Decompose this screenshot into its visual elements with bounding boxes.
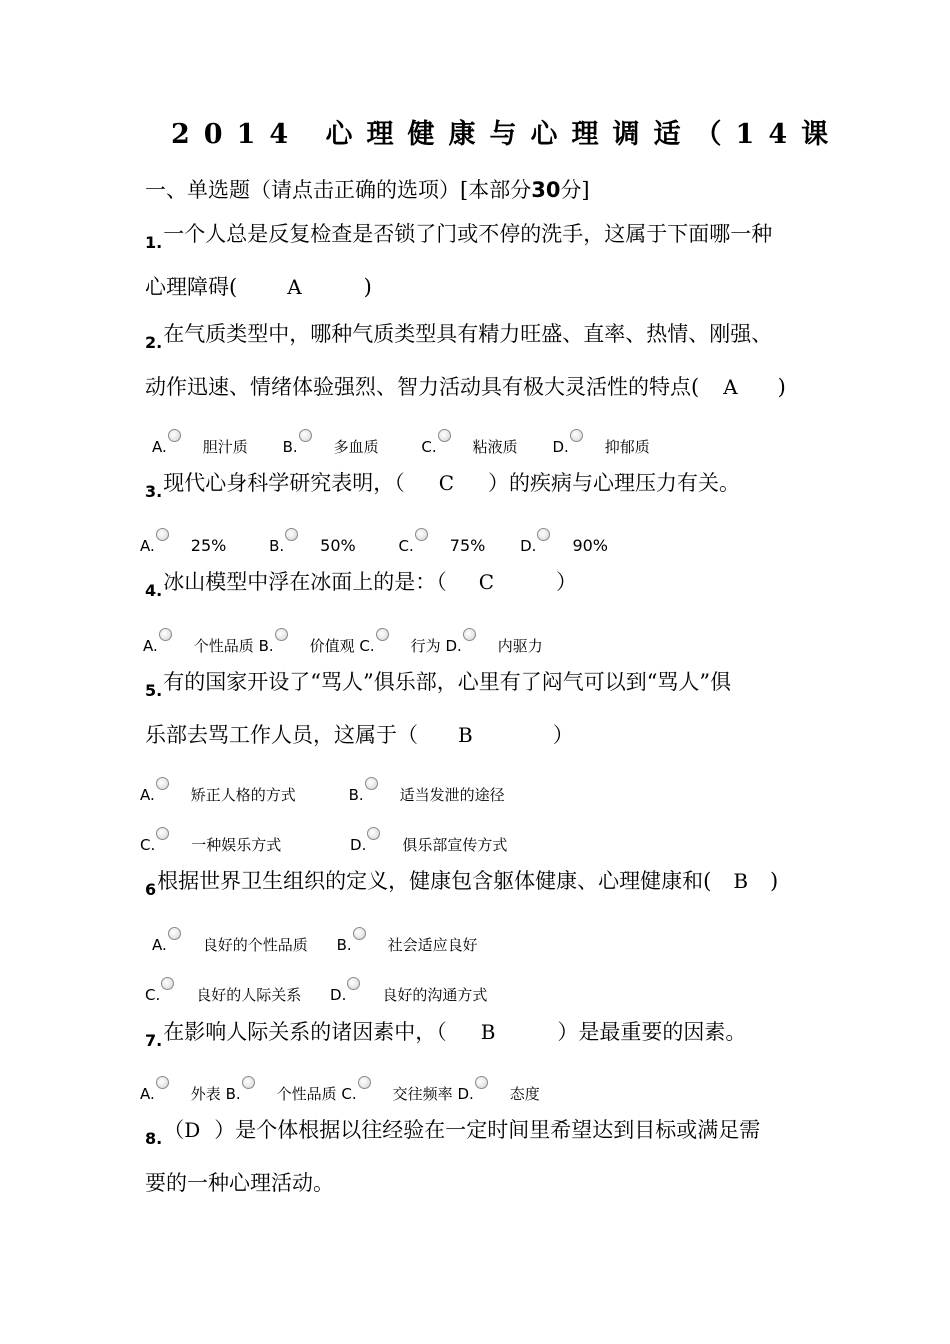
question-4-line1: $_{4.}$冰山模型中浮在冰面上的是：（ C ） (145, 570, 578, 600)
option-3a[interactable]: A. 25% (140, 537, 226, 555)
option-7a[interactable]: A. 外表 (140, 1085, 221, 1103)
option-6b[interactable]: B. 社会适应良好 (337, 936, 478, 954)
answer-1: A (287, 275, 302, 299)
question-5-options-row2 (140, 834, 507, 855)
option-2c[interactable]: C. 粘液质 (421, 438, 517, 456)
option-3d[interactable]: D. 90% (520, 537, 608, 555)
question-7-line1: $_{7.}$在影响人际关系的诸因素中，（ B ）是最重要的因素。 (145, 1020, 747, 1050)
radio-icon[interactable] (358, 1076, 371, 1089)
question-6-line1: $_6$根据世界卫生组织的定义，健康包含躯体健康、心理健康和( B ) (145, 869, 779, 899)
option-7d[interactable]: D. 态度 (457, 1085, 539, 1103)
question-8-line2: 要的一种心理活动。 (145, 1171, 334, 1195)
question-2-line1: $_{2.}$在气质类型中，哪种气质类型具有精力旺盛、直率、热情、刚强、 (145, 322, 773, 352)
radio-icon[interactable] (156, 528, 169, 541)
option-2a[interactable]: A. 胆汁质 (152, 438, 248, 456)
radio-icon[interactable] (156, 827, 169, 840)
radio-icon[interactable] (242, 1076, 255, 1089)
radio-icon[interactable] (285, 528, 298, 541)
option-6d[interactable]: D. 良好的沟通方式 (330, 986, 487, 1004)
radio-icon[interactable] (347, 977, 360, 990)
page-title: 2014 心理健康与心理调适（14课 (171, 119, 843, 150)
option-3b[interactable]: B. 50% (269, 537, 356, 555)
option-7b[interactable]: B. 个性品质 (226, 1085, 337, 1103)
question-7-options (140, 1083, 540, 1104)
radio-icon[interactable] (161, 977, 174, 990)
question-8-line1: $_{8.}$（D ）是个体根据以往经验在一定时间里希望达到目标或满足需 (145, 1118, 761, 1148)
answer-2: A (723, 375, 738, 399)
radio-icon[interactable] (156, 1076, 169, 1089)
question-4-options (143, 635, 543, 656)
radio-icon[interactable] (415, 528, 428, 541)
question-3-options (140, 536, 608, 555)
radio-icon[interactable] (367, 827, 380, 840)
radio-icon[interactable] (438, 429, 451, 442)
option-3c[interactable]: C. 75% (399, 537, 486, 555)
option-6a[interactable]: A. 良好的个性品质 (152, 936, 308, 954)
radio-icon[interactable] (159, 628, 172, 641)
question-6-options-row2 (145, 984, 487, 1005)
radio-icon[interactable] (365, 777, 378, 790)
radio-icon[interactable] (299, 429, 312, 442)
answer-5: B (458, 723, 473, 747)
option-5b[interactable]: B. 适当发泄的途径 (349, 786, 505, 804)
option-4d[interactable]: D. 内驱力 (445, 637, 542, 655)
radio-icon[interactable] (475, 1076, 488, 1089)
answer-4: C (478, 570, 495, 594)
option-5c[interactable]: C. 一种娱乐方式 (140, 836, 281, 854)
option-2b[interactable]: B. 多血质 (283, 438, 379, 456)
radio-icon[interactable] (168, 927, 181, 940)
answer-6: B (733, 869, 749, 893)
option-5d[interactable]: D. 俱乐部宣传方式 (350, 836, 507, 854)
radio-icon[interactable] (353, 927, 366, 940)
radio-icon[interactable] (537, 528, 550, 541)
option-5a[interactable]: A. 矫正人格的方式 (140, 786, 296, 804)
radio-icon[interactable] (168, 429, 181, 442)
radio-icon[interactable] (156, 777, 169, 790)
option-2d[interactable]: D. 抑郁质 (552, 438, 649, 456)
section-heading: 一、单选题（请点击正确的选项）[本部分30分] (145, 178, 590, 202)
radio-icon[interactable] (570, 429, 583, 442)
radio-icon[interactable] (376, 628, 389, 641)
option-7c[interactable]: C. 交往频率 (341, 1085, 452, 1103)
radio-icon[interactable] (275, 628, 288, 641)
answer-8: D (184, 1118, 201, 1142)
question-1-line2: 心理障碍( A ) (145, 275, 372, 299)
question-2-options (152, 436, 650, 457)
question-5-line1: $_{5.}$有的国家开设了“骂人”俱乐部，心里有了闷气可以到“骂人”俱 (145, 670, 732, 700)
question-6-options-row1 (152, 934, 478, 955)
question-5-line2: 乐部去骂工作人员，这属于（ B ） (145, 723, 574, 747)
question-3-line1: $_{3.}$现代心身科学研究表明，（ C ）的疾病与心理压力有关。 (145, 471, 741, 501)
answer-7: B (480, 1020, 496, 1044)
answer-3: C (438, 471, 455, 495)
question-1-line1: $_{1.}$一个人总是反复检查是否锁了门或不停的洗手，这属于下面哪一种 (145, 222, 773, 252)
question-5-options-row1 (140, 784, 505, 805)
option-4c[interactable]: C. 行为 (359, 637, 440, 655)
radio-icon[interactable] (463, 628, 476, 641)
option-4b[interactable]: B. 价值观 (259, 637, 355, 655)
option-6c[interactable]: C. 良好的人际关系 (145, 986, 301, 1004)
question-2-line2: 动作迅速、情绪体验强烈、智力活动具有极大灵活性的特点( A ) (145, 375, 786, 399)
option-4a[interactable]: A. 个性品质 (143, 637, 254, 655)
